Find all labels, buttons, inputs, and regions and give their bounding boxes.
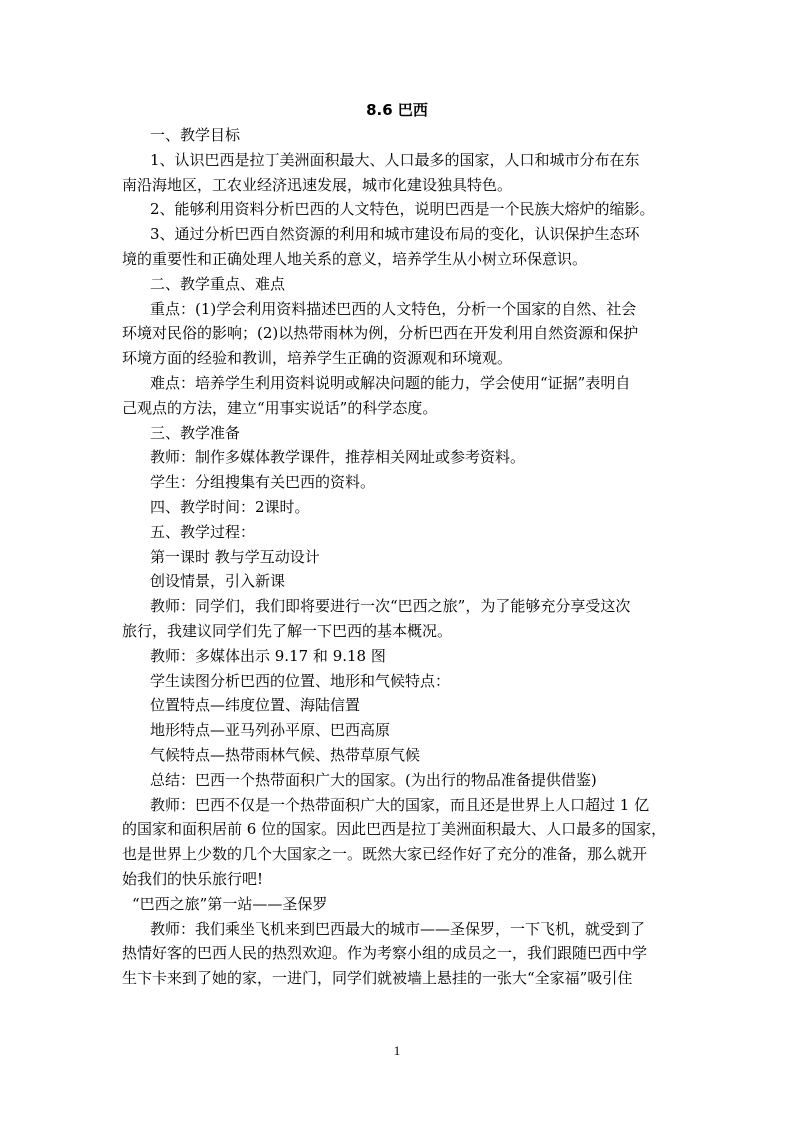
paragraph-line: 3、通过分析巴西自然资源的利用和城市建设布局的变化，认识保护生态环 — [150, 225, 640, 244]
paragraph-line: 教师：我们乘坐飞机来到巴西最大的城市——圣保罗，一下飞机，就受到了 — [150, 919, 646, 938]
paragraph-line: 己观点的方法，建立“用事实说话”的科学态度。 — [122, 398, 438, 417]
paragraph-line: 学生：分组搜集有关巴西的资料。 — [150, 473, 376, 492]
paragraph-line: 创设情景，引入新课 — [150, 572, 286, 591]
paragraph-line: 教师：同学们，我们即将要进行一次“巴西之旅”，为了能够充分享受这次 — [150, 597, 631, 616]
section-heading: 五、教学过程： — [150, 522, 256, 541]
document-body — [122, 123, 672, 991]
paragraph-line: 也是世界上少数的几个大国家之一。既然大家已经作好了充分的准备，那么就开 — [122, 845, 648, 864]
paragraph-line: 重点：(1)学会利用资料描述巴西的人文特色，分析一个国家的自然、社会 — [150, 299, 637, 318]
section-heading: 一、教学目标 — [150, 126, 241, 144]
section-heading: 三、教学准备 — [150, 423, 241, 442]
section-heading: 四、教学时间：2课时。 — [150, 497, 310, 516]
paragraph-line: 学生读图分析巴西的位置、地形和气候特点： — [150, 671, 451, 690]
paragraph-line: 环境方面的经验和教训，培养学生正确的资源观和环境观。 — [122, 349, 513, 368]
paragraph-line: 难点：培养学生利用资料说明或解决问题的能力，学会使用“证据”表明自 — [150, 373, 631, 392]
paragraph-line: 教师：多媒体出示 9.17 和 9.18 图 — [150, 646, 386, 665]
paragraph-line: 1、认识巴西是拉丁美洲面积最大、人口最多的国家，人口和城市分布在东 — [150, 150, 640, 169]
paragraph-line: 第一课时 教与学互动设计 — [150, 547, 320, 566]
paragraph-line: 教师：巴西不仅是一个热带面积广大的国家，而且还是世界上人口超过 1 亿 — [150, 795, 650, 814]
paragraph-line: 教师：制作多媒体教学课件，推荐相关网址或参考资料。 — [150, 448, 526, 467]
paragraph-line: 总结：巴西一个热带面积广大的国家。(为出行的物品准备提供借鉴) — [150, 770, 597, 789]
paragraph-line: 2、能够利用资料分析巴西的人文特色，说明巴西是一个民族大熔炉的缩影。 — [150, 200, 655, 219]
paragraph-line: “巴西之旅”第一站——圣保罗 — [132, 894, 328, 913]
paragraph-line: 气候特点—热带雨林气候、热带草原气候 — [150, 745, 421, 764]
document-title: 8.6 巴西 — [366, 101, 428, 119]
paragraph-line: 南沿海地区，工农业经济迅速发展，城市化建设独具特色。 — [122, 175, 513, 194]
paragraph-line: 地形特点—亚马列孙平原、巴西高原 — [150, 721, 391, 740]
paragraph-line: 旅行，我建议同学们先了解一下巴西的基本概况。 — [122, 621, 453, 640]
paragraph-line: 位置特点—纬度位置、海陆信置 — [150, 696, 361, 715]
paragraph-line: 生卞卡来到了她的家，一进门，同学们就被墙上悬挂的一张大“全家福”吸引住 — [122, 969, 633, 988]
paragraph-line: 热情好客的巴西人民的热烈欢迎。作为考察小组的成员之一，我们跟随巴西中学 — [122, 944, 648, 963]
page-number: 1 — [393, 1043, 401, 1058]
section-heading: 二、教学重点、难点 — [150, 274, 286, 293]
paragraph-line: 境的重要性和正确处理人地关系的意义，培养学生从小树立环保意识。 — [122, 249, 588, 268]
paragraph-line: 的国家和面积居前 6 位的国家。因此巴西是拉丁美洲面积最大、人口最多的国家， — [122, 820, 667, 839]
paragraph-line: 环境对民俗的影响；(2)以热带雨林为例，分析巴西在开发利用自然资源和保护 — [122, 324, 639, 343]
paragraph-line: 始我们的快乐旅行吧! — [122, 869, 264, 888]
